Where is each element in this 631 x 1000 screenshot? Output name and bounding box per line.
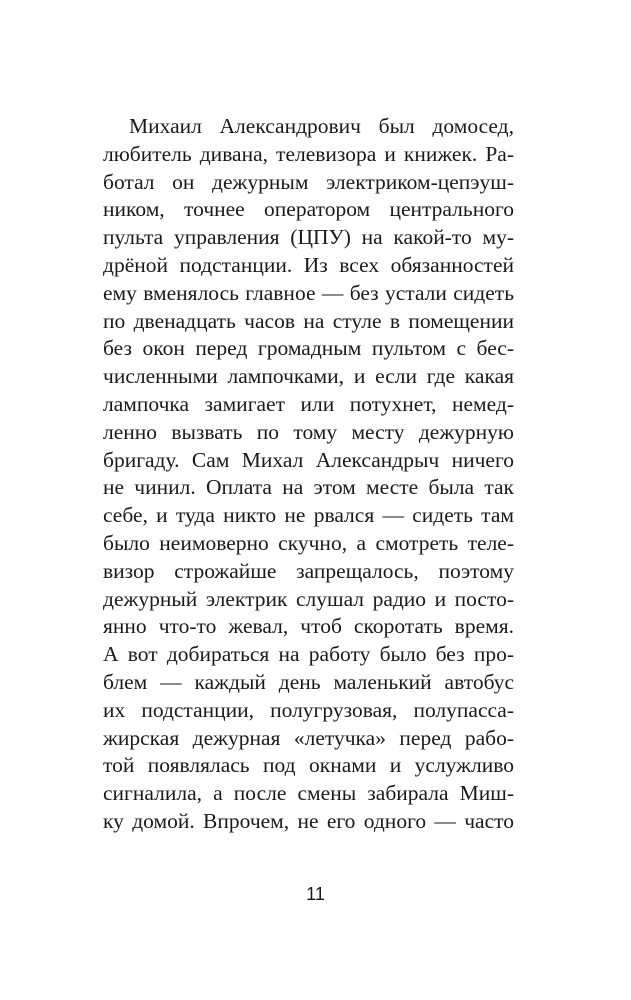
body-text	[103, 113, 514, 836]
text-line: по двенадцать часов на стуле в помещении	[103, 308, 514, 333]
text-line: Михаил Александрович был домосед,	[129, 114, 514, 138]
text-line: бригаду. Сам Михал Александрыч ничего	[103, 447, 514, 472]
text-line: ленно вызвать по тому месту дежурную	[103, 419, 514, 444]
page-number: 11	[306, 884, 325, 904]
text-line: любитель дивана, телевизора и книжек. Ра-	[103, 141, 514, 166]
text-line: той появлялась под окнами и услужливо	[103, 753, 514, 778]
text-line: себе, и туда никто не рвался — сидеть там	[103, 503, 514, 528]
text-line: дежурный электрик слушал радио и посто-	[103, 586, 514, 611]
text-line: сигналила, а после смены забирала Миш-	[103, 781, 514, 806]
text-line: численными лампочками, и если где какая	[103, 364, 514, 389]
text-line: ему вменялось главное — без устали сидеть	[103, 280, 514, 305]
text-line: ку домой. Впрочем, не его одного — часто	[103, 808, 514, 833]
text-line: жирская дежурная «летучка» перед рабо-	[103, 725, 514, 750]
text-line: было неимоверно скучно, а смотреть теле-	[103, 530, 514, 555]
text-line: лампочка замигает или потухнет, немед-	[103, 391, 514, 416]
text-line: ботал он дежурным электриком-цепэуш-	[103, 169, 514, 194]
text-line: пульта управления (ЦПУ) на какой-то му-	[103, 225, 514, 250]
text-line: визор строжайше запрещалось, поэтому	[103, 558, 514, 583]
text-line: их подстанции, полугрузовая, полупасса-	[103, 697, 514, 722]
text-line: А вот добираться на работу было без про-	[103, 642, 514, 667]
text-line: янно что-то жевал, чтоб скоротать время.	[103, 614, 514, 639]
text-line: ником, точнее оператором центрального	[103, 197, 514, 222]
text-line: дрёной подстанции. Из всех обязанностей	[103, 252, 514, 277]
text-line: блем — каждый день маленький автобус	[103, 669, 514, 694]
text-line: не чинил. Оплата на этом месте была так	[103, 475, 514, 500]
text-line: без окон перед громадным пультом с бес-	[103, 336, 514, 361]
